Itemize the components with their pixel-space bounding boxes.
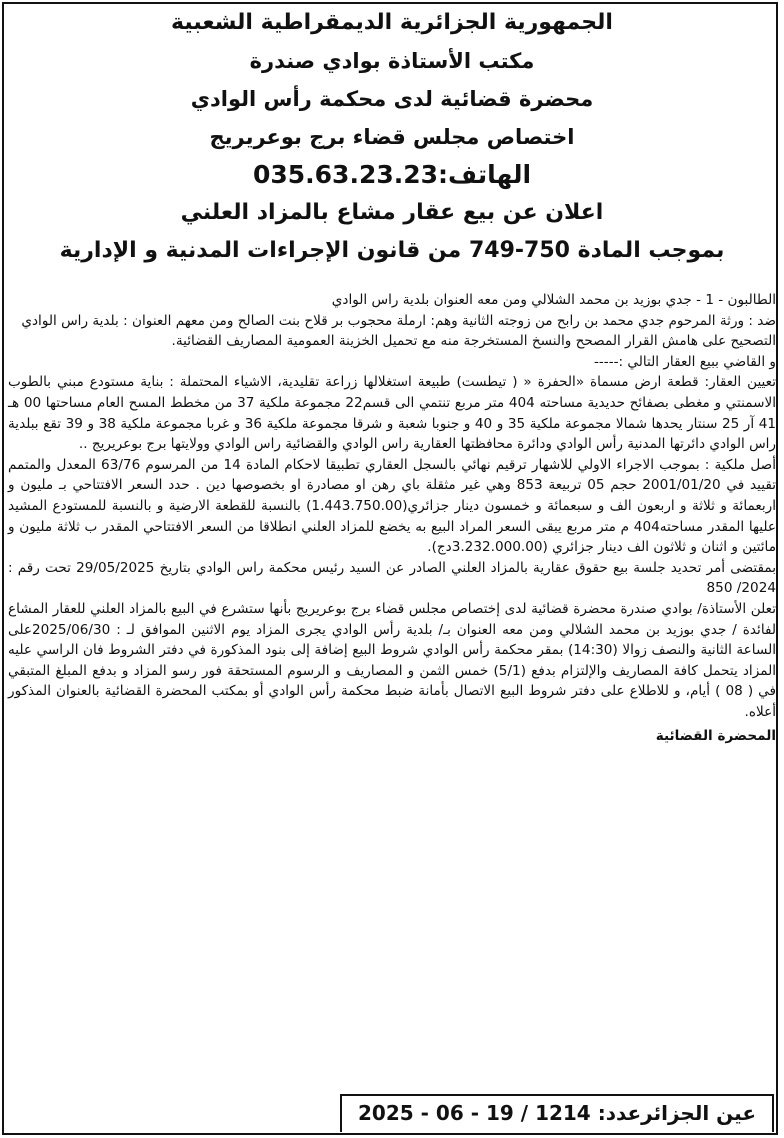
defendants-paragraph: ضد : ورثة المرحوم جدي محمد بن رابح من زوجته الثانية وهم: ارملة محجوب بر قلاح بنت الصالح ومن معهم العنوان : بلدية راس الوادي [21, 312, 776, 329]
ruling-paragraph: و القاضي ببيع العقار التالي :----- [593, 353, 776, 370]
announcement-body [8, 290, 776, 747]
order-paragraph: بمقتضى أمر تحديد جلسة بيع حقوق عقارية بالمزاد العلني الصادر عن السيد رئيس محكمة راس الوادي بتاريخ 29/05/2025 تحت رقم : 2024/ 850 [8, 559, 776, 597]
phone-number: الهاتف:035.63.23.23 [252, 160, 532, 189]
bailiff-court: محضرة قضائية لدى محكمة رأس الوادي [190, 87, 594, 111]
republic-title: الجمهورية الجزائرية الديمقراطية الشعبية [171, 10, 613, 35]
property-description: تعيين العقار: قطعة ارض مسماة «الحفرة « ( تيطست) طبيعة استغلالها زراعة تقليدية، الاشياء المحتملة : بناية مستودع مبني بالطوب الاسمنتي و مغطى بصفائح حديدية مساحته 404 متر مربع تنتمي الى قسم22 مجموعة ملكية 37 من مخطط المسح العام مساحتها 00 هـ 41 آر 25 سنتار يحدها شمالا مجموعة ملكية 35 و 40 و جنوبا شعبة و شرقا مجموعة ملكية 36 و غربا مجموعة ملكية 38 و 39 تقع ببلدية راس الوادي دائرتها المدنية رأس الوادي ودائرة محافظتها العقارية راس الوادي والقضائية راس الوادي وولايتها برج بوعريريج .. [8, 374, 777, 453]
legal-reference: بموجب المادة 750-749 من قانون الإجراءات المدنية و الإدارية [59, 238, 725, 263]
correction-paragraph: التصحيح على هامش القرار المصحح والنسخ المستخرجة منه مع تحميل الخزينة العمومية المصاريف القضائية. [171, 333, 776, 350]
jurisdiction: اختصاص مجلس قضاء برج بوعريريج [209, 125, 575, 149]
header [0, 4, 784, 270]
auction-paragraph: تعلن الأستاذة/ بوادي صندرة محضرة قضائية لدى إختصاص مجلس قضاء برج بوعريريج بأنها ستشرع في البيع بالمزاد العلني للعقار المشاع لفائدة / جدي بوزيد بن محمد الشلالي ومن معه العنوان بـ/ بلدية رأس الوادي يجرى المزاد يوم الاثنين الموافق لـ : 2025/06/30على الساعة الثانية والنصف زوالا (14:30) بمقر محكمة رأس الوادي شروط البيع إضافة إلى بنود المذكورة في دفتر الشروط فان الراسي عليه المزاد يتحمل كافة المصاريف والإلتزام بدفع (5/1) خمس الثمن و المصاريف و الرسوم المستحقة فور رسو المزاد و بدفع المبلغ المتبقي في ( 08 ) أيام، و للاطلاع على دفتر شروط البيع الاتصال بأمانة ضبط محكمة رأس الوادي أو بمكتب المحضرة القضائية بالعنوان المذكور أعلاه. [8, 600, 777, 720]
newspaper-issue-box: عين الجزائرعدد: 1214 / 19 - 06 - 2025 [340, 1094, 774, 1132]
ownership-paragraph: أصل ملكية : بموجب الاجراء الاولي للاشهار ترقيم نهائي بالسجل العقاري تطبيقا لاحكام المادة 14 من المرسوم 63/76 المعدل والمتمم تقييد في 2001/01/20 حجم 05 تربيعة 853 وهي غير مثقلة باي رهن او مصادرة او بخصوصها دين . حدد السعر الافتتاحي بـ مليون و اربعمائة و ثلاثة و اربعون الف و سبعمائة و خمسون دينار جزائري(1.443.750.00) بالنسبة للقطعة الارضية و بالنسبة للمستودع المشيد عليها المقدر مساحته404 م متر مربع يبقى السعر المراد البيع به يخضع للمزاد العلني انطلاقا من السعر الافتتاحي المقدر ب ثلاثة مليون و مائتين و اثنان و ثلاثون الف دينار جزائري (3.232.000.00دج). [8, 456, 776, 556]
announcement-title: اعلان عن بيع عقار مشاع بالمزاد العلني [180, 200, 604, 225]
office-name: مكتب الأستاذة بوادي صندرة [249, 49, 535, 73]
signature: المحضرة القضائية [655, 728, 776, 745]
applicants-paragraph: الطالبون - 1 - جدي بوزيد بن محمد الشلالي ومن معه العنوان بلدية راس الوادي [331, 292, 776, 308]
